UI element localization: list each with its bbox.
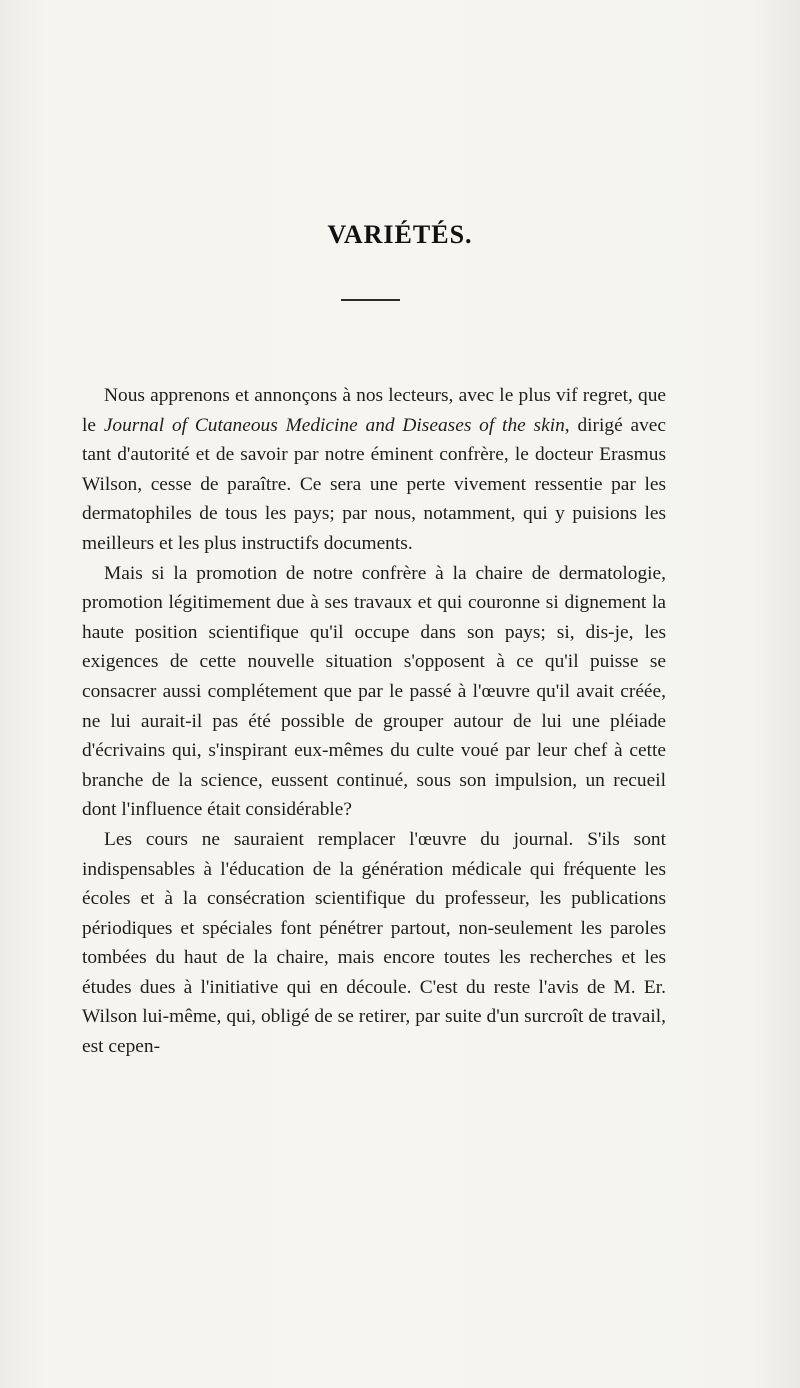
paragraph-1-run-3: , dirigé avec tant d'autorité et de savoir par notre éminent confrère, le docteur Erasmus Wilson, cesse de paraître. Ce sera une perte vivement ressentie par les dermatophiles de tous les pays; par nous, notamment, qui y puisions les meilleurs et les plus instructifs documents.	[82, 414, 667, 554]
journal-title: Journal of Cutaneous Medicine and Diseases of the skin	[103, 414, 565, 436]
section-heading: VARIÉTÉS.	[327, 220, 473, 249]
paragraph-3-text: Les cours ne sauraient remplacer l'œuvre du journal. S'ils sont indispensables à l'éducation de la génération médicale qui fréquente les écoles et à la consécration scientifique du professeur, les publications périodiques et spéciales font pénétrer partout, non-seulement les paroles tombées du haut de la chaire, mais encore toutes les recherches et les études dues à l'initiative qui en découle. C'est du reste l'avis de M. Er. Wilson lui-même, qui, obligé de se retirer, par suite d'un surcroît de travail, est cepen-	[82, 828, 666, 1058]
paragraph	[82, 825, 666, 1062]
paragraph-1-run-1: Nous apprenons et annonçons à nos lecteurs, avec le plus vif regret, que le	[82, 385, 666, 436]
paragraph	[82, 559, 666, 825]
article-body	[82, 381, 666, 1062]
paragraph	[82, 381, 666, 559]
paragraph-2-text: Mais si la promotion de notre confrère à la chaire de dermatologie, promotion légitimement due à ses travaux et qui couronne si dignement la haute position scientifique qu'il occupe dans son pays; si, dis-je, les exigences de cette nouvelle situation s'opposent à ce qu'il puisse se consacrer aussi complétement que par le passé à l'œuvre qu'il avait créée, ne lui aurait-il pas été possible de grouper autour de lui une pléiade d'écrivains qui, s'inspirant eux-mêmes du culte voué par leur chef à cette branche de la science, eussent continué, sous son impulsion, un recueil dont l'influence était considérable?	[82, 562, 666, 821]
heading-rule	[341, 299, 400, 301]
